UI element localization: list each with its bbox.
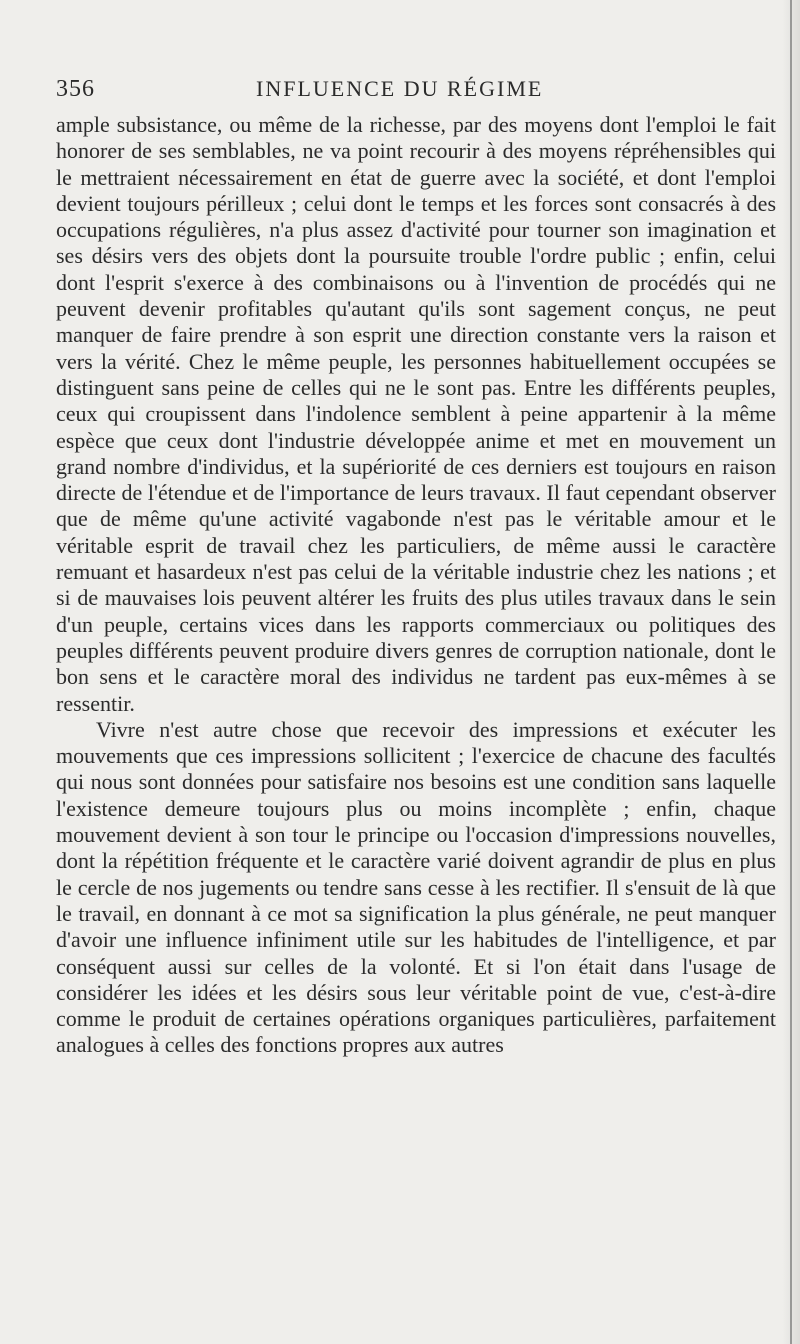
page-edge-shadow <box>790 0 792 1344</box>
page-header <box>56 76 776 106</box>
paragraph-continuation: ample subsistance, ou même de la richesse, par des moyens dont l'emploi le fait honorer de ses semblables, ne va point recourir à des moyens répréhensibles qui le mettraient nécessairement en état de guerre avec la société, et dont l'emploi devient toujours périlleux ; celui dont le temps et les forces sont consacrés à des occupations régulières, n'a plus assez d'activité pour tourner son imagination et ses désirs vers des objets dont la poursuite trouble l'ordre public ; enfin, celui dont l'esprit s'exerce à des combinaisons ou à l'invention de procédés qui ne peuvent devenir profitables qu'autant qu'ils sont sagement conçus, ne peut manquer de faire prendre à son esprit une direction constante vers la raison et vers la vérité. Chez le même peuple, les personnes habituellement occupées se distinguent sans peine de celles qui ne le sont pas. Entre les différents peuples, ceux qui croupissent dans l'indolence semblent à peine appartenir à la même espèce que ceux dont l'industrie développée anime et met en mouvement un grand nombre d'individus, et la supériorité de ces derniers est toujours en raison directe de l'étendue et de l'importance de leurs travaux. Il faut cependant observer que de même qu'une activité vagabonde n'est pas le véritable amour et le véritable esprit de travail chez les particuliers, de même aussi le caractère remuant et hasardeux n'est pas celui de la véritable industrie chez les nations ; et si de mauvaises lois peuvent altérer les fruits des plus utiles travaux dans le sein d'un peuple, certains vices dans les rapports commerciaux ou politiques des peuples différents peuvent produire divers genres de corruption nationale, dont le bon sens et le caractère moral des individus ne tardent pas eux-mêmes à se ressentir. <box>56 112 776 716</box>
paragraph-vivre: Vivre n'est autre chose que recevoir des impressions et exécuter les mouvements que ces impressions sollicitent ; l'exercice de chacune des facultés qui nous sont données pour satisfaire nos besoins est une condition sans laquelle l'existence demeure toujours plus ou moins incomplète ; enfin, chaque mouvement devient à son tour le principe ou l'occasion d'impressions nouvelles, dont la répétition fréquente et le caractère varié doivent agrandir de plus en plus le cercle de nos jugements ou tendre sans cesse à les rectifier. Il s'ensuit de là que le travail, en donnant à ce mot sa signification la plus générale, ne peut manquer d'avoir une influence infiniment utile sur les habitudes de l'intelligence, et par conséquent aussi sur celles de la volonté. Et si l'on était dans l'usage de considérer les idées et les désirs sous leur véritable point de vue, c'est-à-dire comme le produit de certaines opérations organiques particulières, parfaitement analogues à celles des fonctions propres aux autres <box>56 716 776 1058</box>
page-number: 356 <box>56 76 95 102</box>
running-head: INFLUENCE DU RÉGIME <box>256 76 544 101</box>
page-body <box>56 112 776 1059</box>
